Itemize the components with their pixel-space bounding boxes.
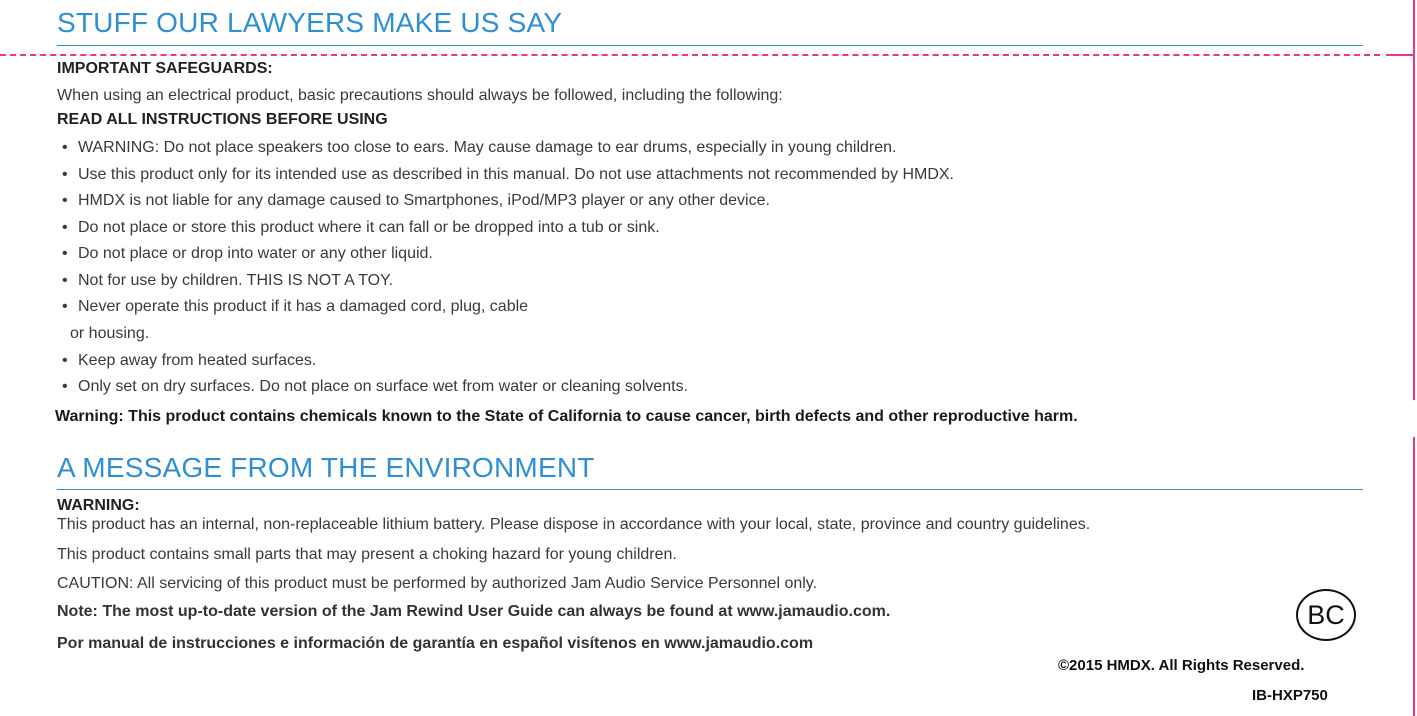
fold-dashed-line: [0, 54, 1380, 56]
model-number: IB-HXP750: [1252, 687, 1328, 704]
safeguards-title: IMPORTANT SAFEGUARDS:: [57, 60, 273, 77]
environment-warning-title: WARNING:: [57, 497, 140, 514]
edge-tick-mark: [1386, 54, 1413, 56]
bullet-icon: •: [62, 218, 68, 236]
environment-heading-rule: [57, 489, 1363, 490]
safeguards-list: [60, 137, 954, 403]
list-item: • Use this product only for its intended use as described in this manual. Do not use attachments not recommended by HMDX.: [60, 164, 954, 191]
copyright: ©2015 HMDX. All Rights Reserved.: [1058, 657, 1305, 674]
bullet-icon: •: [62, 271, 68, 289]
user-guide-note: Note: The most up-to-date version of the Jam Rewind User Guide can always be found at www.jamaudio.com.: [57, 603, 891, 620]
read-all-instructions: READ ALL INSTRUCTIONS BEFORE USING: [57, 111, 388, 128]
caution-notice: CAUTION: All servicing of this product must be performed by authorized Jam Audio Service Personnel only.: [57, 575, 818, 592]
list-item-continuation: or housing.: [70, 324, 150, 342]
list-item: • HMDX is not liable for any damage caused to Smartphones, iPod/MP3 player or any other device.: [60, 190, 954, 217]
bc-logo: [1296, 589, 1356, 641]
lawyers-heading: STUFF OUR LAWYERS MAKE US SAY: [57, 7, 563, 38]
spanish-notice: Por manual de instrucciones e información de garantía en español visítenos en www.jamaudio.com: [57, 635, 814, 652]
california-warning: Warning: This product contains chemicals known to the State of California to cause cancer, birth defects and other reproductive harm.: [55, 408, 1078, 425]
list-item: • WARNING: Do not place speakers too close to ears. May cause damage to ear drums, especially in young children.: [60, 137, 954, 164]
list-item: • Keep away from heated surfaces.: [60, 350, 954, 377]
list-item: • Never operate this product if it has a damaged cord, plug, cable: [60, 296, 954, 323]
bullet-icon: •: [62, 165, 68, 183]
bullet-icon: •: [62, 192, 68, 209]
bullet-icon: •: [62, 139, 68, 156]
small-parts-notice: This product contains small parts that may present a choking hazard for young children.: [57, 546, 677, 563]
list-item: • Do not place or drop into water or any other liquid.: [60, 243, 954, 270]
bullet-icon: •: [62, 298, 68, 315]
bullet-icon: •: [62, 245, 68, 262]
list-item: • Only set on dry surfaces. Do not place on surface wet from water or cleaning solvents.: [60, 376, 954, 403]
bc-logo-text: BC: [1307, 599, 1345, 630]
bullet-icon: •: [62, 351, 68, 369]
list-item: • Do not place or store this product where it can fall or be dropped into a tub or sink.: [60, 217, 954, 244]
safeguards-intro: When using an electrical product, basic precautions should always be followed, including the following:: [57, 87, 783, 104]
lawyers-heading-rule: [57, 45, 1363, 46]
list-item: • Not for use by children. THIS IS NOT A TOY.: [60, 270, 954, 297]
environment-heading: A MESSAGE FROM THE ENVIRONMENT: [57, 452, 595, 483]
edge-crop-mark-top: [1413, 0, 1415, 400]
edge-crop-mark-bottom: [1413, 437, 1415, 716]
bullet-icon: •: [62, 378, 68, 395]
battery-notice: This product has an internal, non-replaceable lithium battery. Please dispose in accordance with your local, state, province and country guidelines.: [57, 516, 1091, 533]
